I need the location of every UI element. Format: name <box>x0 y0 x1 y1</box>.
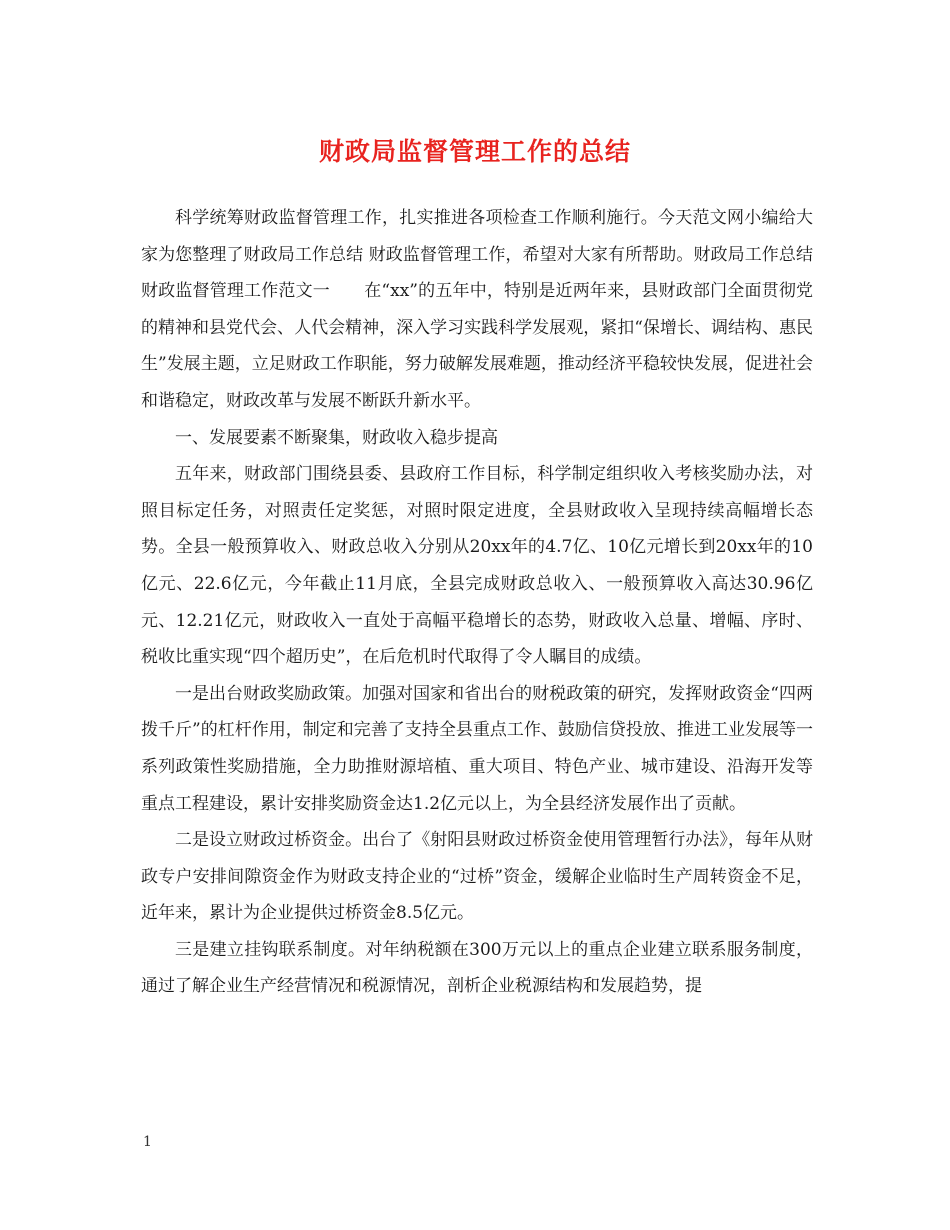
page-number: 1 <box>143 1134 152 1150</box>
document-title: 财政局监督管理工作的总结 <box>318 137 631 166</box>
section-heading-revenue: 一、发展要素不断聚集，财政收入稳步提高 <box>175 427 498 448</box>
paragraph-five-year-revenue: 五年来，财政部门围绕县委、县政府工作目标，科学制定组织收入考核奖励办法，对照目标定任务，对照责任定奖惩，对照时限定进度，全县财政收入呈现持续高幅增长态势。全县一般预算收入、财政总收入分别从20xx年的4.7亿、10亿元增长到20xx年的10亿元、22.6亿元，今年截止11月底，全县完成财政总收入、一般预算收入高达30.96亿元、12.21亿元，财政收入一直处于高幅平稳增长的态势，财政收入总量、增幅、序时、税收比重实现“四个超历史”，在后危机时代取得了令人瞩目的成绩。 <box>141 464 813 668</box>
paragraph-intro: 科学统筹财政监督管理工作，扎实推进各项检查工作顺利施行。今天范文网小编给大家为您整理了财政局工作总结 财政监督管理工作，希望对大家有所帮助。财政局工作总结 财政监督管理工作范文一 在“xx”的五年中，特别是近两年来，县财政部门全面贯彻党的精神和县党代会、人代会精神，深入学习实践科学发展观，紧扣“保增长、调结构、惠民生”发展主题，立足财政工作职能，努力破解发展难题，推动经济平稳较快发展，促进社会和谐稳定，财政改革与发展不断跃升新水平。 <box>141 208 813 411</box>
paragraph-incentive-policy: 一是出台财政奖励政策。加强对国家和省出台的财税政策的研究，发挥财政资金“四两拨千斤”的杠杆作用，制定和完善了支持全县重点工作、鼓励信贷投放、推进工业发展等一系列政策性奖励措施，全力助推财源培植、重大项目、特色产业、城市建设、沿海开发等重点工程建设，累计安排奖励资金达1.2亿元以上，为全县经济发展作出了贡献。 <box>141 683 813 814</box>
document-body <box>141 200 813 1005</box>
paragraph-liaison-system: 三是建立挂钩联系制度。对年纳税额在300万元以上的重点企业建立联系服务制度，通过了解企业生产经营情况和税源情况，剖析企业税源结构和发展趋势，提 <box>141 939 813 997</box>
paragraph-bridge-fund: 二是设立财政过桥资金。出台了《射阳县财政过桥资金使用管理暂行办法》，每年从财政专户安排间隙资金作为财政支持企业的“过桥”资金，缓解企业临时生产周转资金不足，近年来，累计为企业提供过桥资金8.5亿元。 <box>141 830 813 924</box>
